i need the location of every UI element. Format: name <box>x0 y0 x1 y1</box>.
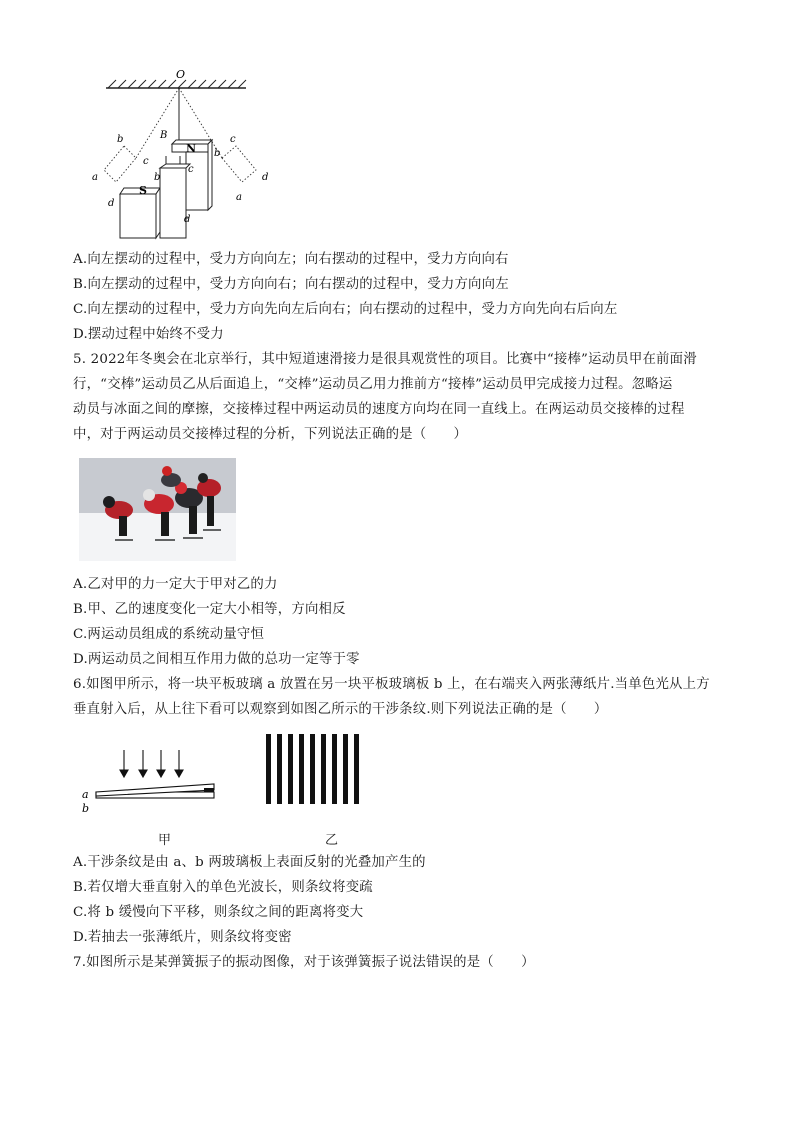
label-b-right: b <box>214 148 221 159</box>
glass-plates-figure <box>78 748 228 818</box>
label-a-left: a <box>92 172 98 183</box>
label-d-center: d <box>184 214 191 225</box>
q6-option-d: D.若抽去一张薄纸片，则条纹将变密 <box>73 930 292 945</box>
q6-option-b: B.若仅增大垂直射入的单色光波长，则条纹将变疏 <box>73 880 373 895</box>
label-c-right: c <box>230 134 236 145</box>
magnet-pendulum-figure <box>80 66 280 241</box>
label-S: S <box>139 184 147 197</box>
q4-option-c: C.向左摆动的过程中，受力方向先向左后向右；向右摆动的过程中，受力方向先向右后向左 <box>73 302 618 317</box>
q7-stem: 7.如图所示是某弹簧振子的振动图像，对于该弹簧振子说法错误的是（ ） <box>73 955 535 970</box>
label-N: N <box>186 142 197 155</box>
q4-option-b: B.向左摆动的过程中，受力方向向右；向右摆动的过程中，受力方向向左 <box>73 277 509 292</box>
q5-option-a: A.乙对甲的力一定大于甲对乙的力 <box>73 577 278 592</box>
label-plate-b: b <box>82 802 90 815</box>
label-plate-a: a <box>82 788 89 801</box>
q5-stem-line-4: 中，对于两运动员交接棒过程的分析，下列说法正确的是（ ） <box>73 427 468 442</box>
q6-option-c: C.将 b 缓慢向下平移，则条纹之间的距离将变大 <box>73 905 364 920</box>
interference-fringes-figure <box>264 734 366 804</box>
label-d-right: d <box>262 172 269 183</box>
q5-option-d: D.两运动员之间相互作用力做的总功一定等于零 <box>73 652 360 667</box>
caption-jia: 甲 <box>158 833 172 848</box>
q5-stem-line-2: 行，“交棒”运动员乙从后面追上，“交棒”运动员乙用力推前方“接棒”运动员甲完成接力过程。忽略运 <box>73 377 673 392</box>
q4-option-a: A.向左摆动的过程中，受力方向向左；向右摆动的过程中，受力方向向右 <box>73 252 509 267</box>
label-O: O <box>176 68 186 81</box>
label-a-right: a <box>236 192 242 203</box>
q6-stem-line-1: 6.如图甲所示，将一块平板玻璃 a 放置在另一块平板玻璃板 b 上，在右端夹入两张薄纸片.当单色光从上方 <box>73 677 710 692</box>
label-B: B <box>160 130 168 141</box>
q5-stem-line-3: 动员与冰面之间的摩擦，交接棒过程中两运动员的速度方向均在同一直线上。在两运动员交接棒的过程 <box>73 402 685 417</box>
q5-stem-line-1: 5. 2022年冬奥会在北京举行，其中短道速滑接力是很具观赏性的项目。比赛中“接棒”运动员甲在前面滑 <box>73 352 697 367</box>
caption-yi: 乙 <box>325 833 339 848</box>
q4-option-d: D.摆动过程中始终不受力 <box>73 327 224 342</box>
label-c-center: c <box>188 164 194 175</box>
q5-option-c: C.两运动员组成的系统动量守恒 <box>73 627 265 642</box>
label-c-left: c <box>143 156 149 167</box>
label-d-left: d <box>108 198 115 209</box>
q6-stem-line-2: 垂直射入后，从上往下看可以观察到如图乙所示的干涉条纹.则下列说法正确的是（ ） <box>73 702 608 717</box>
label-b-left: b <box>117 134 124 145</box>
speed-skating-photo <box>79 458 236 561</box>
q6-option-a: A.干涉条纹是由 a、b 两玻璃板上表面反射的光叠加产生的 <box>73 855 426 870</box>
label-b-center: b <box>154 172 161 183</box>
q5-option-b: B.甲、乙的速度变化一定大小相等，方向相反 <box>73 602 346 617</box>
